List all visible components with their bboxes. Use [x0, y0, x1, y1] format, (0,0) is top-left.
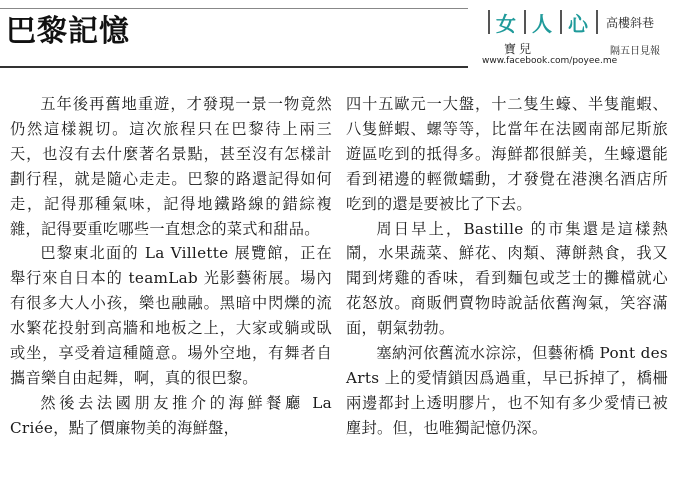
- facebook-url: www.facebook.com/poyee.me: [482, 56, 618, 66]
- paragraph: 塞納河依舊流水淙淙，但藝術橋 Pont des Arts 上的愛情鎖因爲過重，早已拆掉了，橋柵兩邊都封上透明膠片，也不知有多少愛情已被塵封。但，也唯獨記憶仍深。: [346, 344, 668, 437]
- column-char-3: 心: [568, 11, 590, 36]
- title-top-rule: [0, 8, 468, 9]
- masthead-bar: [596, 10, 598, 34]
- title-bottom-rule: [0, 66, 468, 68]
- paragraph: 巴黎東北面的 La Villette 展覽館，正在舉行來自日本的 teamLab 光影藝術展。場內有很多大人小孩，樂也融融。黑暗中閃爍的流水繁花投射到高牆和地板之上，大家或躺或臥或坐，享受着這種隨意。場外空地，有舞者自攜音樂自由起舞，啊，真的很巴黎。: [10, 244, 332, 387]
- masthead-bar: [560, 10, 562, 34]
- column-char-2: 人: [532, 11, 554, 36]
- paragraph: 周日早上，Bastille 的市集還是這樣熱鬧，水果蔬菜、鮮花、肉類、薄餅熱食，我又聞到烤雞的香味，看到麵包或芝士的攤檔就心花怒放。商販們賣物時說話依舊洶氣，笑容滿面，朝氣勃勃。: [346, 219, 668, 338]
- publication-schedule: 隔五日見報: [610, 46, 660, 57]
- paragraph: 五年後再舊地重遊，才發現一景一物竟然仍然這樣親切。這次旅程只在巴黎待上兩三天，也沒有去什麼著名景點，甚至沒有怎樣計劃行程，就是隨心走走。巴黎的路還記得如何走，記得那種氣味，記得地鐵路線的錯綜複雜，記得要重吃哪些一直想念的菜式和甜品。: [10, 95, 332, 238]
- masthead-bar: [488, 10, 490, 34]
- article-title: 巴黎記憶: [6, 14, 130, 49]
- paragraph: 然後去法國朋友推介的海鮮餐廳 La Criée，點了價廉物美的海鮮盤，: [10, 393, 332, 437]
- left-text-column: [10, 92, 332, 441]
- column-subtitle: 高樓斜巷: [606, 16, 655, 30]
- paragraph-continued: 四十五歐元一大盤，十二隻生蠔、半隻龍蝦、八隻鮮蝦、螺等等，比當年在法國南部尼斯旅遊區吃到的抵得多。海鮮都很鮮美，生蠔還能看到裙邊的輕微蠕動，才發覺在港澳名酒店所吃到的還是要被比了下去。: [346, 95, 668, 213]
- column-char-1: 女: [496, 11, 518, 36]
- right-text-column: [346, 92, 668, 441]
- column-name: [482, 8, 604, 36]
- masthead-bar: [524, 10, 526, 34]
- author-name: 寶兒: [504, 42, 535, 56]
- column-masthead: [482, 8, 672, 70]
